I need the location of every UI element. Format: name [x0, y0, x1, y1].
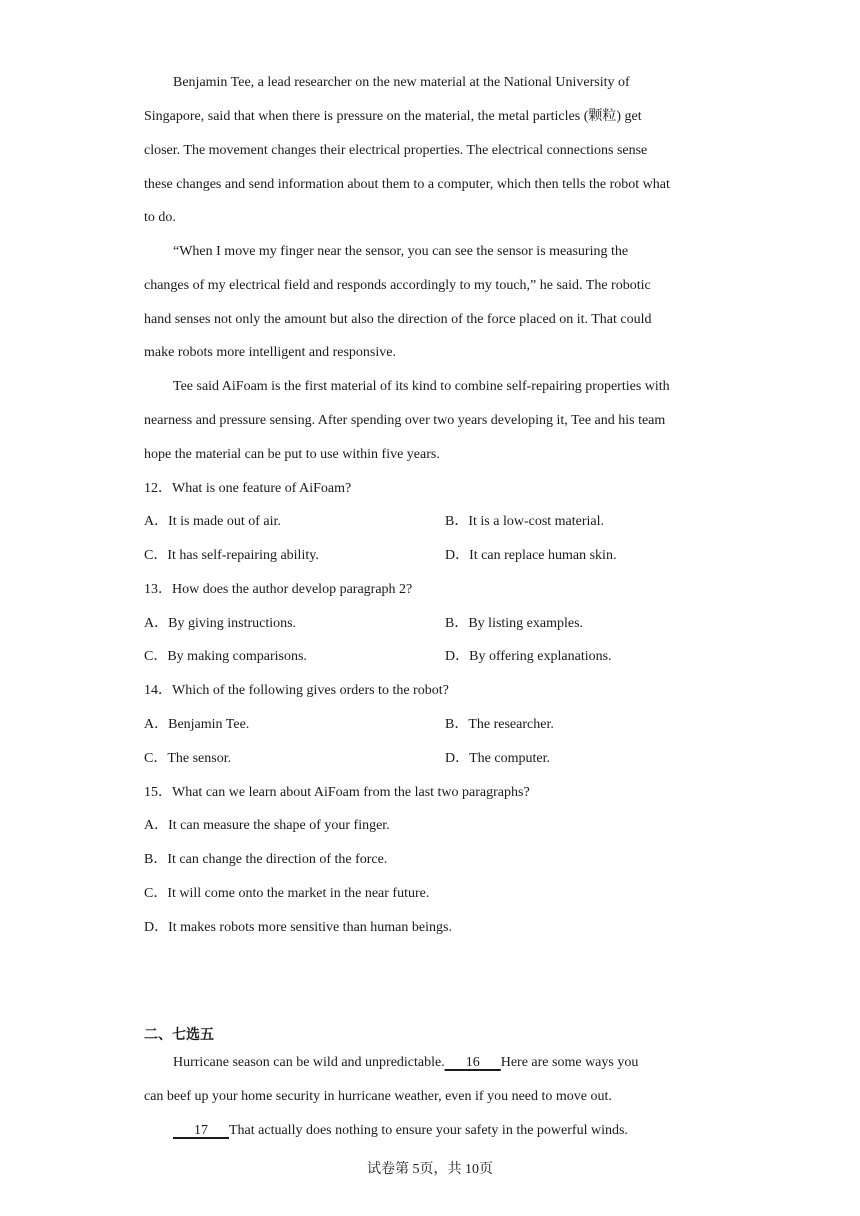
- option-c: C．By making comparisons.: [144, 649, 307, 664]
- option-a: A．It is made out of air.: [144, 514, 281, 529]
- passage-line: make robots more intelligent and responsive.: [144, 345, 396, 360]
- passage-line: Singapore, said that when there is pressure on the material, the metal particles (颗粒) get: [144, 109, 642, 124]
- passage-line: Benjamin Tee, a lead researcher on the new material at the National University of: [173, 75, 630, 90]
- page-footer: 试卷第 5页，共 10页: [367, 1162, 493, 1177]
- option-a: A．Benjamin Tee.: [144, 717, 250, 732]
- option-d: D．It makes robots more sensitive than human beings.: [144, 920, 452, 935]
- option-c: C．It has self-repairing ability.: [144, 548, 319, 563]
- option-c: C．The sensor.: [144, 751, 232, 766]
- passage-line: “When I move my finger near the sensor, you can see the sensor is measuring the: [173, 244, 629, 259]
- option-b: B．By listing examples.: [445, 616, 584, 631]
- passage-line: changes of my electrical field and responds accordingly to my touch,” he said. The robotic: [144, 278, 651, 293]
- passage-line: [173, 1121, 733, 1141]
- blank-17: 17: [194, 1123, 208, 1138]
- passage-line: can beef up your home security in hurricane weather, even if you need to move out.: [144, 1089, 612, 1104]
- passage-text: Hurricane season can be wild and unpredictable.: [173, 1055, 445, 1070]
- question-stem: 15．What can we learn about AiFoam from the last two paragraphs?: [144, 785, 530, 800]
- question-stem: 14．Which of the following gives orders to the robot?: [144, 683, 449, 698]
- option-d: D．It can replace human skin.: [445, 548, 617, 563]
- option-d: D．The computer.: [445, 751, 550, 766]
- passage-line: to do.: [144, 210, 176, 225]
- option-b: B．It can change the direction of the force.: [144, 852, 388, 867]
- passage-line: closer. The movement changes their electrical properties. The electrical connections sense: [144, 143, 648, 158]
- option-c: C．It will come onto the market in the near future.: [144, 886, 430, 901]
- option-b: B．The researcher.: [445, 717, 554, 732]
- option-a: A．It can measure the shape of your finger.: [144, 818, 390, 833]
- passage-text: Here are some ways you: [500, 1055, 639, 1070]
- passage-line: hope the material can be put to use within five years.: [144, 447, 440, 462]
- question-stem: 12．What is one feature of AiFoam?: [144, 481, 352, 496]
- option-b: B．It is a low-cost material.: [445, 514, 605, 529]
- question-stem: 13．How does the author develop paragraph 2?: [144, 582, 413, 597]
- passage-line: hand senses not only the amount but also the direction of the force placed on it. That could: [144, 312, 652, 327]
- passage-text: That actually does nothing to ensure your safety in the powerful winds.: [229, 1123, 628, 1138]
- blank-16: 16: [465, 1055, 480, 1070]
- passage-line: nearness and pressure sensing. After spending over two years developing it, Tee and his team: [144, 413, 666, 428]
- option-a: A．By giving instructions.: [144, 616, 297, 631]
- passage-line: Tee said AiFoam is the first material of its kind to combine self-repairing properties with: [173, 379, 670, 394]
- passage-line: [173, 1053, 733, 1073]
- passage-line: these changes and send information about them to a computer, which then tells the robot what: [144, 177, 670, 192]
- section-heading: 二、七选五: [144, 1027, 214, 1043]
- option-d: D．By offering explanations.: [445, 649, 612, 664]
